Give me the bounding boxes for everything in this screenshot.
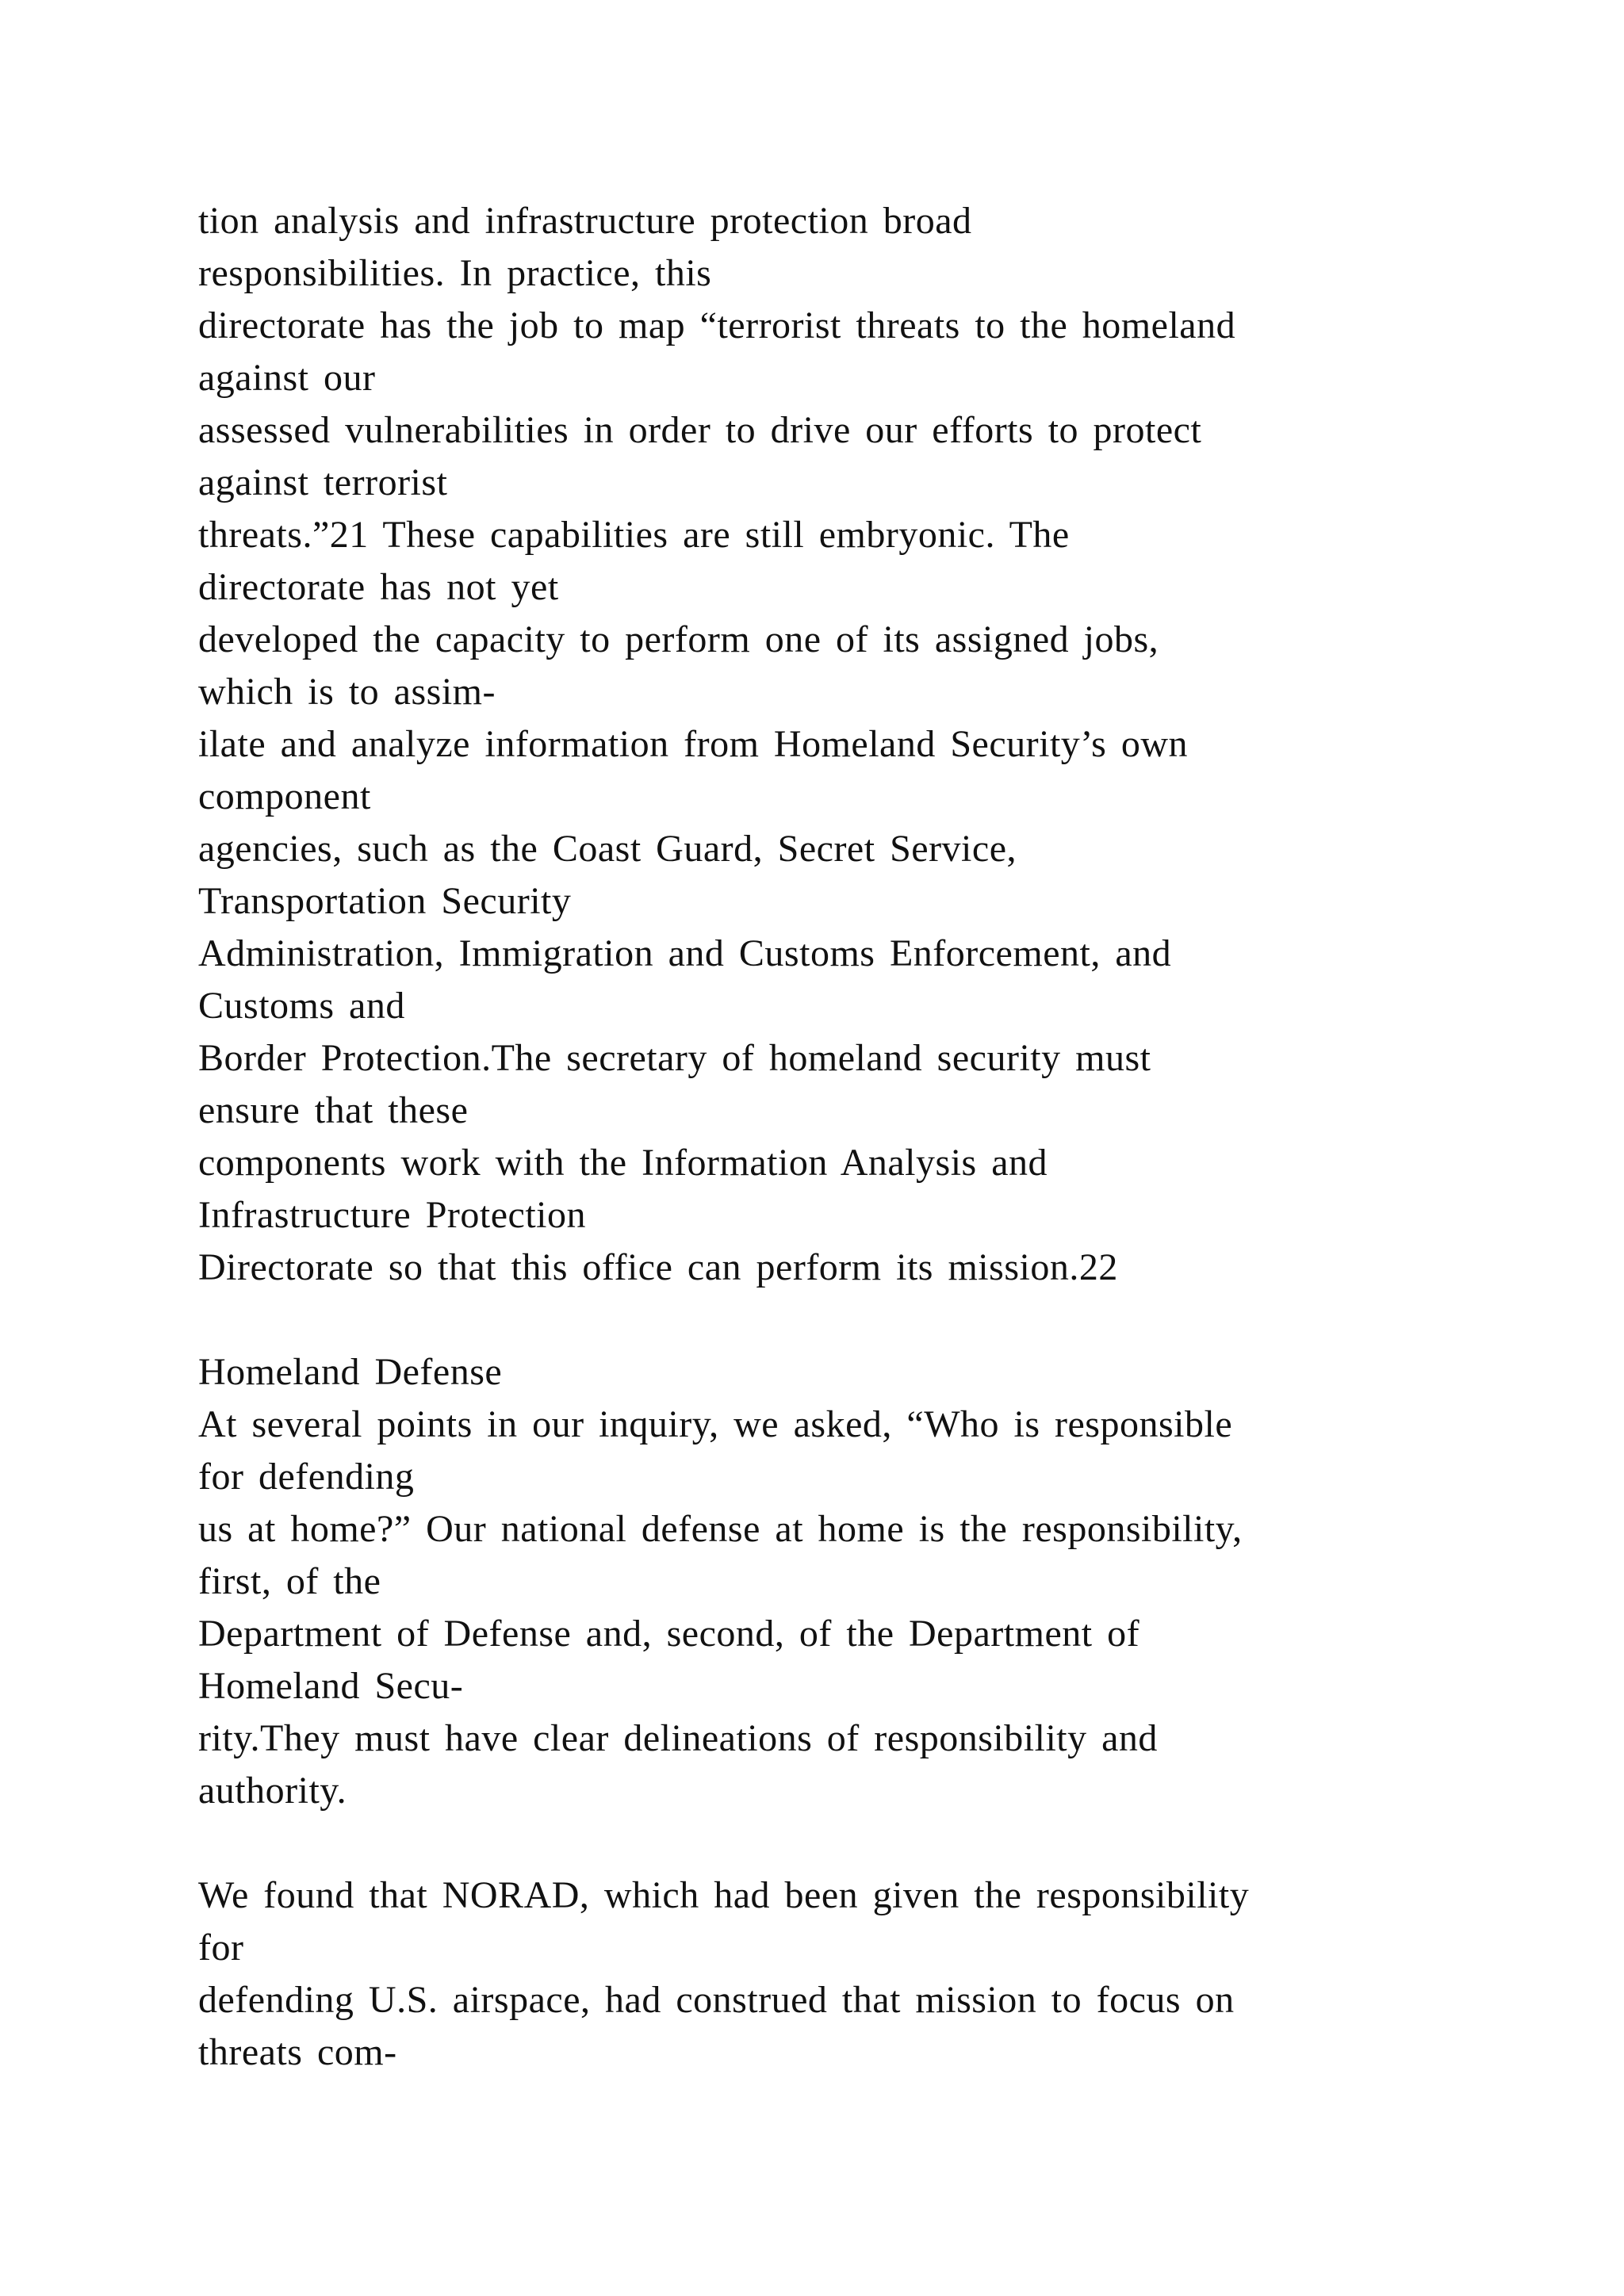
text-line: authority. bbox=[198, 1770, 347, 1812]
text-line: component bbox=[198, 775, 371, 817]
text-line: Customs and bbox=[198, 985, 405, 1027]
text-line: ensure that these bbox=[198, 1089, 469, 1131]
text-line: components work with the Information Analysis and bbox=[198, 1142, 1048, 1184]
section-heading: Homeland Defense bbox=[198, 1351, 503, 1393]
text-line: us at home?” Our national defense at home is the responsibility, bbox=[198, 1508, 1243, 1550]
text-line: Transportation Security bbox=[198, 880, 572, 922]
text-line: directorate has the job to map “terrorist threats to the homeland bbox=[198, 304, 1236, 346]
paragraph-break bbox=[198, 1294, 1515, 1346]
text-line: We found that NORAD, which had been given the responsibility bbox=[198, 1874, 1250, 1916]
text-line: for bbox=[198, 1927, 244, 1969]
text-line: agencies, such as the Coast Guard, Secret Service, bbox=[198, 828, 1017, 870]
text-line: for defending bbox=[198, 1456, 415, 1498]
text-line: rity.They must have clear delineations of responsibility and bbox=[198, 1717, 1158, 1759]
text-line: ilate and analyze information from Homeland Security’s own bbox=[198, 723, 1188, 765]
text-line: threats com- bbox=[198, 2031, 397, 2073]
text-line: which is to assim- bbox=[198, 671, 496, 713]
text-line: developed the capacity to perform one of its assigned jobs, bbox=[198, 618, 1159, 660]
text-line: against terrorist bbox=[198, 461, 448, 503]
body-text bbox=[198, 195, 1515, 2079]
paragraph-break bbox=[198, 1817, 1515, 1869]
text-line: threats.”21 These capabilities are still embryonic. The bbox=[198, 514, 1070, 556]
text-line: defending U.S. airspace, had construed that mission to focus on bbox=[198, 1979, 1235, 2021]
text-line: responsibilities. In practice, this bbox=[198, 252, 712, 294]
text-line: against our bbox=[198, 357, 376, 399]
text-line: assessed vulnerabilities in order to drive our efforts to protect bbox=[198, 409, 1202, 451]
text-line: Directorate so that this office can perform its mission.22 bbox=[198, 1246, 1118, 1288]
text-line: Infrastructure Protection bbox=[198, 1194, 586, 1236]
text-line: Administration, Immigration and Customs Enforcement, and bbox=[198, 932, 1172, 974]
text-line: Homeland Secu- bbox=[198, 1665, 464, 1707]
text-line: first, of the bbox=[198, 1560, 381, 1602]
text-line: At several points in our inquiry, we asked, “Who is responsible bbox=[198, 1403, 1233, 1445]
text-line: Department of Defense and, second, of the Department of bbox=[198, 1613, 1140, 1655]
text-line: directorate has not yet bbox=[198, 566, 559, 608]
text-line: tion analysis and infrastructure protection broad bbox=[198, 200, 972, 242]
text-line: Border Protection.The secretary of homeland security must bbox=[198, 1037, 1151, 1079]
